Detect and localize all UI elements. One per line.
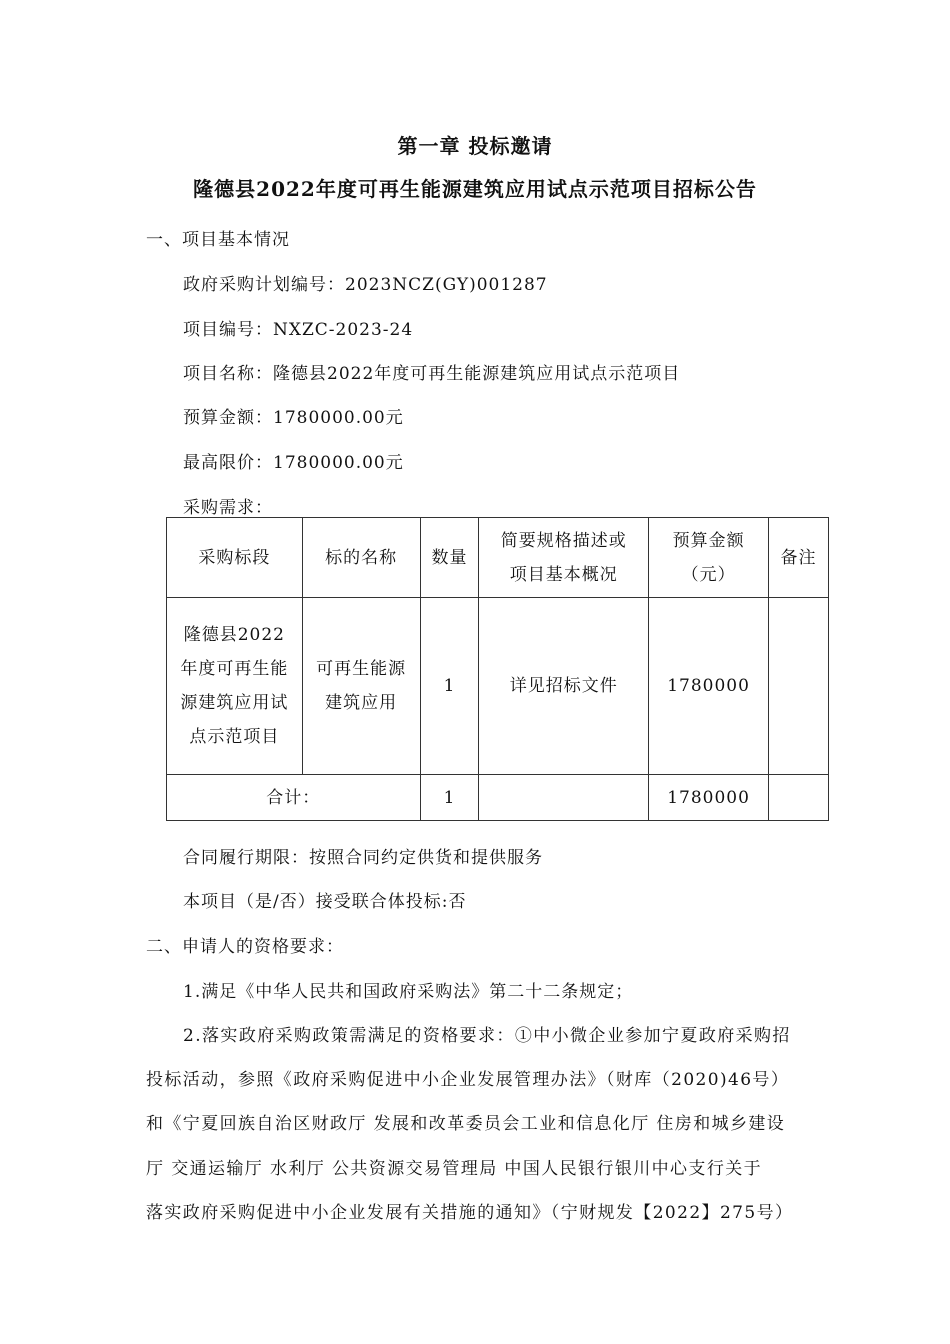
qualification-item-1: 1.满足《中华人民共和国政府采购法》第二十二条规定； [183, 982, 634, 1002]
cell-segment: 隆德县2022年度可再生能源建筑应用试点示范项目 [167, 598, 303, 775]
project-name: 项目名称：隆德县2022年度可再生能源建筑应用试点示范项目 [183, 364, 681, 384]
cell-quantity: 1 [420, 598, 479, 775]
procurement-table [166, 517, 829, 821]
header-item-name: 标的名称 [302, 518, 420, 598]
total-remark [769, 775, 829, 821]
qualification-item-2-line-2: 投标活动，参照《政府采购促进中小企业发展管理办法》（财库（2020)46号） [146, 1070, 790, 1090]
qualification-item-2-line-1: 2.落实政府采购政策需满足的资格要求：①中小微企业参加宁夏政府采购招 [183, 1026, 791, 1046]
cell-remark [769, 598, 829, 775]
header-remark: 备注 [769, 518, 829, 598]
table-row [167, 598, 829, 775]
qualification-item-2-line-3: 和《宁夏回族自治区财政厅 发展和改革委员会工业和信息化厅 住房和城乡建设 [146, 1114, 786, 1134]
qualification-item-2-line-4: 厅 交通运输厅 水利厅 公共资源交易管理局 中国人民银行银川中心支行关于 [146, 1159, 763, 1179]
max-price: 最高限价：1780000.00元 [183, 453, 404, 473]
section1-title: 一、项目基本情况 [146, 230, 290, 250]
notice-title: 隆德县2022年度可再生能源建筑应用试点示范项目招标公告 [193, 177, 757, 201]
project-number: 项目编号：NXZC-2023-24 [183, 320, 414, 340]
budget-amount: 预算金额：1780000.00元 [183, 408, 404, 428]
header-segment: 采购标段 [167, 518, 303, 598]
total-quantity: 1 [420, 775, 479, 821]
table-total-row [167, 775, 829, 821]
total-label: 合计： [167, 775, 421, 821]
chapter-title: 第一章 投标邀请 [397, 134, 553, 158]
contract-period: 合同履行期限：按照合同约定供货和提供服务 [183, 848, 543, 868]
section2-title: 二、申请人的资格要求： [146, 937, 344, 957]
header-budget: 预算金额（元） [649, 518, 769, 598]
requirements-label: 采购需求： [183, 498, 273, 518]
header-description: 简要规格描述或项目基本概况 [479, 518, 649, 598]
plan-number: 政府采购计划编号：2023NCZ(GY)001287 [183, 275, 548, 295]
header-quantity: 数量 [420, 518, 479, 598]
cell-item-name: 可再生能源建筑应用 [302, 598, 420, 775]
cell-description: 详见招标文件 [479, 598, 649, 775]
cell-budget: 1780000 [649, 598, 769, 775]
total-budget: 1780000 [649, 775, 769, 821]
qualification-item-2-line-5: 落实政府采购促进中小企业发展有关措施的通知》（宁财规发【2022】275号） [146, 1203, 794, 1223]
consortium-statement: 本项目（是/否）接受联合体投标:否 [183, 892, 467, 912]
table-header-row [167, 518, 829, 598]
total-description [479, 775, 649, 821]
